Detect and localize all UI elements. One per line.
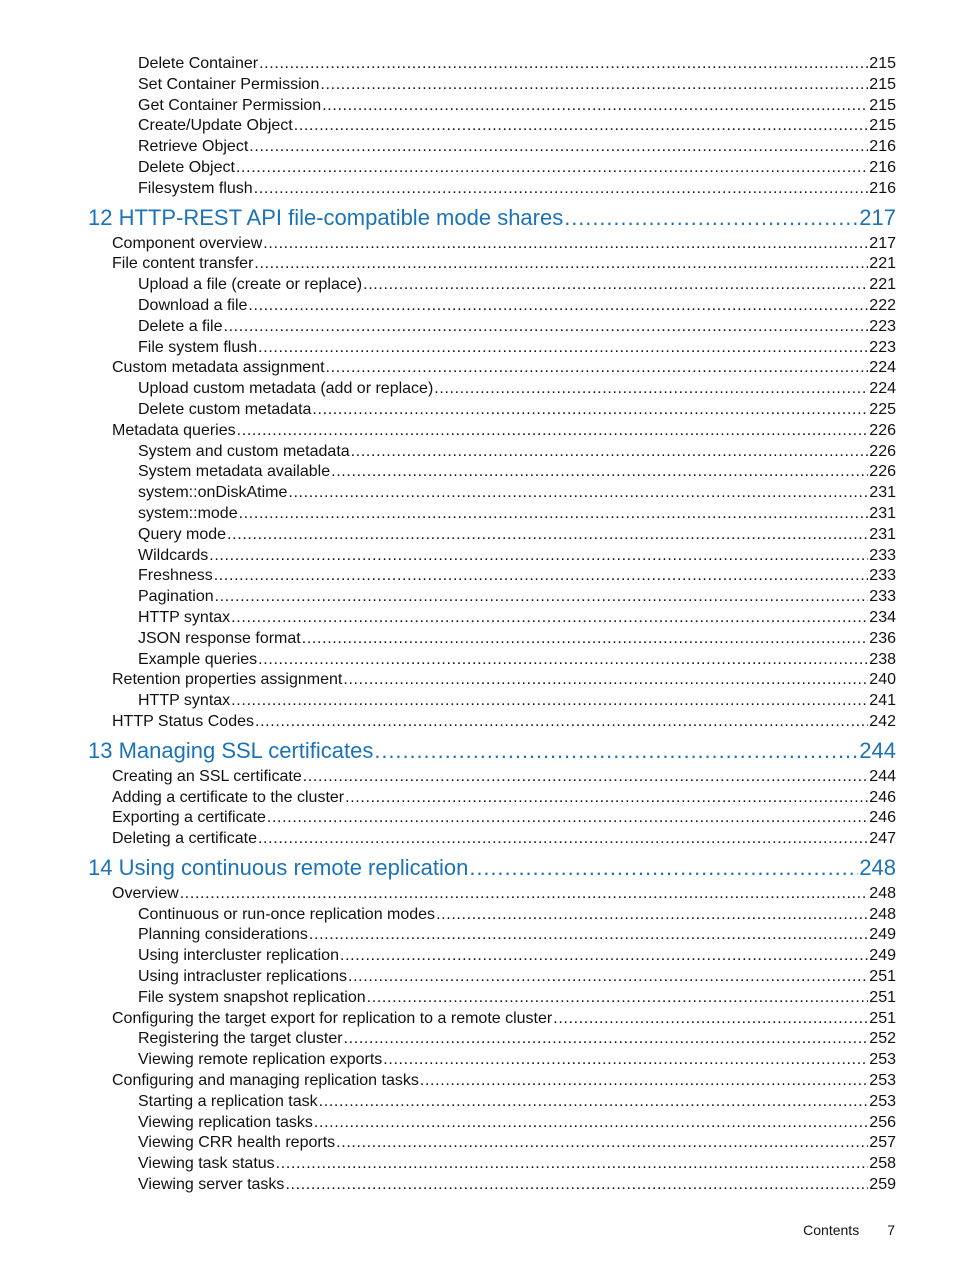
toc-entry-page-number: 226 [869, 463, 896, 481]
toc-entry-title: 12 HTTP-REST API file-compatible mode shares [88, 204, 564, 230]
dot-leader [254, 179, 869, 200]
toc-entry[interactable] [112, 808, 896, 829]
toc-entry-title: Retrieve Object [138, 138, 249, 156]
dot-leader [258, 829, 868, 850]
toc-entry[interactable] [112, 670, 896, 691]
toc-entry-page-number: 216 [869, 158, 896, 176]
toc-entry[interactable] [138, 905, 896, 926]
toc-entry-title: Set Container Permission [138, 75, 320, 93]
toc-entry-page-number: 252 [869, 1030, 896, 1048]
dot-leader [322, 96, 868, 117]
dot-leader [326, 358, 869, 379]
dot-leader [331, 462, 868, 483]
toc-entry-page-number: 257 [869, 1134, 896, 1152]
footer-section-label: Contents [803, 1222, 860, 1238]
toc-entry-page-number: 217 [859, 204, 896, 230]
footer-page-number: 7 [887, 1222, 895, 1238]
toc-entry-page-number: 226 [869, 442, 896, 460]
dot-leader [249, 137, 868, 158]
toc-entry[interactable] [112, 254, 896, 275]
toc-entry-title: Upload custom metadata (add or replace) [138, 380, 434, 398]
toc-entry-page-number: 238 [869, 650, 896, 668]
dot-leader [255, 712, 868, 733]
toc-entry-page-number: 221 [869, 276, 896, 294]
toc-entry-title: Upload a file (create or replace) [138, 276, 363, 294]
toc-entry-page-number: 223 [869, 317, 896, 335]
toc-entry-title: Creating an SSL certificate [112, 767, 302, 785]
dot-leader [224, 317, 869, 338]
toc-entry-title: File system flush [138, 338, 258, 356]
toc-entry-page-number: 248 [859, 854, 896, 880]
toc-entry[interactable] [138, 296, 896, 317]
dot-leader [320, 75, 868, 96]
toc-entry-title: Registering the target cluster [138, 1030, 343, 1048]
toc-entry[interactable] [138, 275, 896, 296]
toc-entry[interactable] [138, 158, 896, 179]
toc-entry-title: HTTP Status Codes [112, 712, 254, 730]
dot-leader [319, 1092, 869, 1113]
toc-entry-title: Pagination [138, 588, 214, 606]
toc-entry[interactable] [112, 884, 896, 905]
toc-entry-page-number: 233 [869, 588, 896, 606]
toc-entry-page-number: 226 [869, 421, 896, 439]
toc-entry-title: 14 Using continuous remote replication [88, 854, 469, 880]
dot-leader [564, 202, 858, 234]
toc-entry-title: Exporting a certificate [112, 809, 266, 827]
toc-entry-page-number: 253 [869, 1051, 896, 1069]
dot-leader [436, 905, 868, 926]
dot-leader [344, 1029, 869, 1050]
toc-entry[interactable] [112, 234, 896, 255]
dot-leader [227, 525, 868, 546]
toc-entry[interactable] [138, 1113, 896, 1134]
toc-entry[interactable] [138, 54, 896, 75]
toc-entry[interactable] [138, 967, 896, 988]
toc-entry-title: Overview [112, 884, 179, 902]
toc-entry[interactable] [138, 587, 896, 608]
toc-entry-page-number: 249 [869, 926, 896, 944]
toc-entry[interactable] [138, 925, 896, 946]
toc-entry[interactable] [112, 767, 896, 788]
toc-entry[interactable] [138, 1175, 896, 1196]
toc-entry-title: Get Container Permission [138, 96, 322, 114]
toc-entry-title: system::onDiskAtime [138, 484, 288, 502]
toc-entry-page-number: 216 [869, 138, 896, 156]
toc-entry-title: Starting a replication task [138, 1092, 318, 1110]
dot-leader [303, 767, 869, 788]
toc-entry-title: File content transfer [112, 255, 254, 273]
dot-leader [309, 925, 868, 946]
dot-leader [180, 884, 869, 905]
dot-leader [276, 1154, 869, 1175]
toc-entry-title: Adding a certificate to the cluster [112, 788, 345, 806]
toc-entry[interactable] [112, 829, 896, 850]
dot-leader [420, 1071, 868, 1092]
toc-entry-title: Viewing CRR health reports [138, 1134, 336, 1152]
toc-entry-title: Viewing server tasks [138, 1176, 285, 1194]
toc-entry-page-number: 233 [869, 567, 896, 585]
toc-entry[interactable] [112, 788, 896, 809]
toc-entry-page-number: 215 [869, 96, 896, 114]
toc-entry-title: Deleting a certificate [112, 830, 257, 848]
toc-entry-page-number: 215 [869, 117, 896, 135]
toc-entry[interactable] [138, 525, 896, 546]
toc-entry[interactable] [112, 712, 896, 733]
dot-leader [348, 967, 868, 988]
toc-entry[interactable] [138, 400, 896, 421]
toc-entry-title: Download a file [138, 296, 248, 314]
toc-entry-title: JSON response format [138, 629, 301, 647]
toc-entry[interactable] [138, 566, 896, 587]
dot-leader [345, 788, 868, 809]
toc-entry-page-number: 233 [869, 546, 896, 564]
toc-entry[interactable] [138, 1154, 896, 1175]
toc-entry-page-number: 215 [869, 55, 896, 72]
dot-leader [312, 400, 868, 421]
toc-entry-page-number: 217 [869, 234, 896, 252]
dot-leader [553, 1009, 868, 1030]
dot-leader [314, 1113, 868, 1134]
toc-entry-page-number: 224 [869, 380, 896, 398]
toc-entry-title: Query mode [138, 525, 227, 543]
toc-entry-title: File system snapshot replication [138, 988, 366, 1006]
toc-entry-page-number: 248 [869, 884, 896, 902]
toc-entry-title: Component overview [112, 234, 263, 252]
toc-entry[interactable] [138, 179, 896, 200]
toc-entry-page-number: 236 [869, 629, 896, 647]
dot-leader [367, 988, 869, 1009]
toc-entry-page-number: 231 [869, 525, 896, 543]
dot-leader [434, 379, 868, 400]
toc-entry[interactable] [138, 546, 896, 567]
toc-entry-page-number: 246 [869, 809, 896, 827]
toc-entry-page-number: 234 [869, 608, 896, 626]
toc-entry[interactable] [138, 137, 896, 158]
dot-leader [343, 670, 868, 691]
toc-entry[interactable] [138, 1092, 896, 1113]
toc-entry-title: Configuring the target export for replication to a remote cluster [112, 1009, 553, 1027]
dot-leader [363, 275, 868, 296]
toc-entry-title: Delete custom metadata [138, 400, 312, 418]
dot-leader [209, 546, 868, 567]
toc-entry-title: Wildcards [138, 546, 209, 564]
toc-entry-title: Freshness [138, 567, 213, 585]
toc-entry-title: Example queries [138, 650, 258, 668]
toc-entry-page-number: 225 [869, 400, 896, 418]
dot-leader [258, 650, 868, 671]
toc-entry-title: Viewing task status [138, 1155, 275, 1173]
toc-entry[interactable] [138, 116, 896, 137]
dot-leader [285, 1175, 868, 1196]
toc-entry-page-number: 244 [859, 737, 896, 763]
dot-leader [383, 1050, 868, 1071]
dot-leader [267, 808, 868, 829]
toc-entry-page-number: 224 [869, 359, 896, 377]
toc-entry[interactable] [138, 462, 896, 483]
toc-entry[interactable] [138, 1133, 896, 1154]
toc-entry-page-number: 253 [869, 1092, 896, 1110]
toc-entry[interactable] [138, 946, 896, 967]
toc-entry[interactable] [138, 75, 896, 96]
toc-entry[interactable] [112, 358, 896, 379]
toc-entry-title: Metadata queries [112, 421, 236, 439]
toc-entry[interactable] [138, 96, 896, 117]
toc-entry-title: Delete Object [138, 158, 235, 176]
toc-chapter-entry[interactable] [88, 852, 896, 884]
toc-entry-page-number: 247 [869, 830, 896, 848]
toc-entry[interactable] [138, 629, 896, 650]
toc-entry[interactable] [138, 317, 896, 338]
toc-entry-title: Retention properties assignment [112, 671, 343, 689]
toc-entry-page-number: 259 [869, 1176, 896, 1194]
toc-entry-page-number: 244 [869, 767, 896, 785]
toc-entry-title: Filesystem flush [138, 179, 253, 197]
toc-entry-page-number: 248 [869, 905, 896, 923]
dot-leader [239, 504, 869, 525]
dot-leader [263, 234, 868, 255]
toc-entry-page-number: 215 [869, 75, 896, 93]
toc-entry-title: Using intercluster replication [138, 947, 339, 965]
toc-entry-page-number: 246 [869, 788, 896, 806]
toc-entry-title: HTTP syntax [138, 692, 231, 710]
dot-leader [294, 116, 869, 137]
toc-entry-title: Using intracluster replications [138, 968, 347, 986]
dot-leader [351, 442, 869, 463]
toc-chapter-entry[interactable] [88, 202, 896, 234]
toc-entry[interactable] [138, 379, 896, 400]
toc-entry[interactable] [138, 1050, 896, 1071]
dot-leader [215, 587, 869, 608]
toc-entry[interactable] [138, 483, 896, 504]
toc-entry[interactable] [138, 442, 896, 463]
toc-entry-page-number: 249 [869, 947, 896, 965]
dot-leader [254, 254, 868, 275]
toc-entry-title: 13 Managing SSL certificates [88, 737, 374, 763]
toc-entry-page-number: 241 [869, 692, 896, 710]
dot-leader [469, 852, 858, 884]
toc-entry-page-number: 231 [869, 504, 896, 522]
toc-entry-title: Delete Container [138, 55, 259, 72]
toc-entry[interactable] [138, 608, 896, 629]
toc-entry[interactable] [112, 1071, 896, 1092]
toc-entry-title: System metadata available [138, 463, 331, 481]
toc-entry-title: Continuous or run-once replication modes [138, 905, 436, 923]
toc-entry-title: System and custom metadata [138, 442, 350, 460]
toc-entry[interactable] [138, 338, 896, 359]
toc-entry[interactable] [112, 421, 896, 442]
toc-entry-title: Custom metadata assignment [112, 359, 325, 377]
toc-entry[interactable] [112, 1009, 896, 1030]
toc-entry-title: HTTP syntax [138, 608, 231, 626]
toc-entry-page-number: 253 [869, 1072, 896, 1090]
toc-entry[interactable] [138, 650, 896, 671]
toc-entry-page-number: 242 [869, 712, 896, 730]
dot-leader [258, 338, 868, 359]
toc-entry-page-number: 256 [869, 1113, 896, 1131]
dot-leader [214, 566, 869, 587]
dot-leader [374, 735, 858, 767]
dot-leader [340, 946, 868, 967]
toc-entry[interactable] [138, 691, 896, 712]
toc-entry-title: Configuring and managing replication tasks [112, 1072, 419, 1090]
toc-entry-page-number: 231 [869, 484, 896, 502]
toc-entry-page-number: 216 [869, 179, 896, 197]
dot-leader [302, 629, 869, 650]
dot-leader [237, 421, 869, 442]
toc-entry-title: Create/Update Object [138, 117, 293, 135]
dot-leader [336, 1133, 868, 1154]
toc-entry-page-number: 223 [869, 338, 896, 356]
toc-entry-title: system::mode [138, 504, 238, 522]
toc-entry-title: Planning considerations [138, 926, 308, 944]
table-of-contents [0, 54, 954, 1196]
toc-entry-title: Delete a file [138, 317, 223, 335]
toc-entry[interactable] [138, 988, 896, 1009]
toc-entry-title: Viewing remote replication exports [138, 1051, 383, 1069]
dot-leader [259, 54, 868, 75]
dot-leader [236, 158, 868, 179]
toc-entry-page-number: 251 [869, 1009, 896, 1027]
dot-leader [288, 483, 868, 504]
dot-leader [248, 296, 868, 317]
toc-entry[interactable] [138, 504, 896, 525]
toc-entry[interactable] [138, 1029, 896, 1050]
toc-entry-page-number: 251 [869, 968, 896, 986]
toc-entry-page-number: 221 [869, 255, 896, 273]
dot-leader [231, 691, 868, 712]
toc-entry-page-number: 251 [869, 988, 896, 1006]
toc-chapter-entry[interactable] [88, 735, 896, 767]
toc-entry-page-number: 222 [869, 296, 896, 314]
dot-leader [231, 608, 868, 629]
toc-entry-title: Viewing replication tasks [138, 1113, 313, 1131]
toc-entry-page-number: 258 [869, 1155, 896, 1173]
toc-entry-page-number: 240 [869, 671, 896, 689]
page-footer [803, 1222, 895, 1238]
